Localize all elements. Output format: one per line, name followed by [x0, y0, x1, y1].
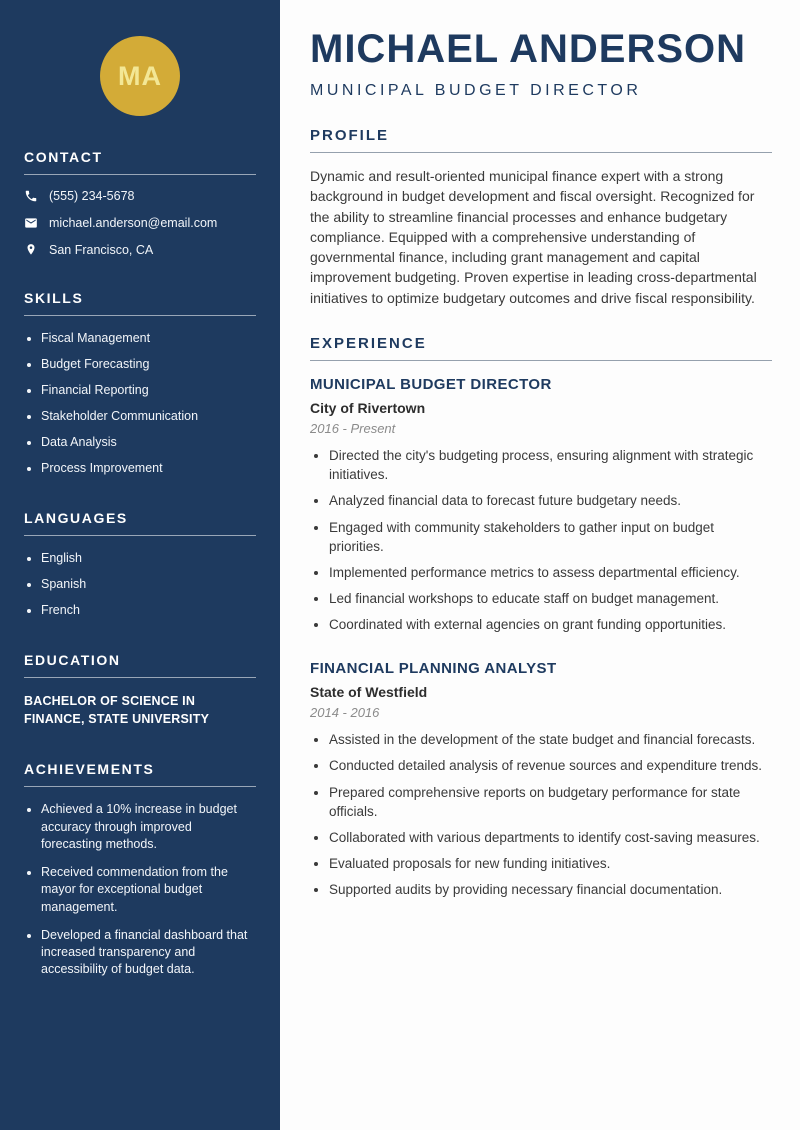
- profile-text: Dynamic and result-oriented municipal finance expert with a strong background in budget development and fiscal oversight. Recognized for the ability to streamline financial processes and enhance budgetary compliance. Equipped with a comprehensive understanding of governmental finance, including grant management and capital improvement budgeting. Proven expertise in leading cross-departmental initiatives to optimize budgetary outcomes and drive fiscal responsibility.: [310, 168, 757, 306]
- languages-section: [24, 510, 256, 619]
- job-bullet: • Engaged with community stakeholders to gather input on budget priorities.: [329, 518, 772, 556]
- email-icon: [24, 216, 38, 230]
- job-entry: [310, 660, 772, 899]
- job-bullet: • Coordinated with external agencies on grant funding opportunities.: [329, 615, 772, 634]
- achievements-list: [24, 801, 256, 978]
- languages-list: [24, 550, 256, 619]
- sidebar: [0, 0, 280, 1130]
- contact-heading: CONTACT: [24, 149, 256, 175]
- profile-section: [310, 127, 772, 308]
- job-bullet: • Conducted detailed analysis of revenue sources and expenditure trends.: [329, 756, 772, 775]
- job-bullets: [310, 446, 772, 634]
- person-name: MICHAEL ANDERSON: [310, 27, 747, 71]
- skills-list: [24, 330, 256, 477]
- job-bullet: • Implemented performance metrics to assess departmental efficiency.: [329, 563, 772, 582]
- education-heading: EDUCATION: [24, 652, 256, 678]
- job-entry: [310, 376, 772, 634]
- main-content: [280, 0, 800, 1130]
- contact-section: [24, 149, 256, 257]
- job-dates: 2016 - Present: [310, 421, 396, 437]
- location-icon: [24, 243, 38, 257]
- job-company: State of Westfield: [310, 684, 428, 701]
- avatar-initials: MA: [118, 60, 162, 91]
- contact-item-email: [24, 216, 256, 230]
- achievement-item: • Developed a financial dashboard that increased transparency and accessibility of budget data.: [41, 927, 256, 979]
- job-bullet: • Assisted in the development of the state budget and financial forecasts.: [329, 730, 772, 749]
- job-title: MUNICIPAL BUDGET DIRECTOR: [310, 376, 552, 394]
- phone-icon: [24, 189, 38, 203]
- job-bullet: • Supported audits by providing necessary financial documentation.: [329, 880, 772, 899]
- job-company: City of Rivertown: [310, 400, 426, 417]
- email-value: michael.anderson@email.com: [49, 216, 218, 230]
- experience-section: [310, 335, 772, 899]
- job-bullet: • Led financial workshops to educate staff on budget management.: [329, 589, 772, 608]
- location-value: San Francisco, CA: [49, 243, 154, 257]
- languages-heading: LANGUAGES: [24, 510, 256, 536]
- job-bullets: [310, 730, 772, 899]
- achievements-heading: ACHIEVEMENTS: [24, 761, 256, 787]
- experience-jobs: [310, 376, 772, 899]
- phone-value: (555) 234-5678: [49, 189, 135, 203]
- experience-heading-rule: [310, 335, 772, 361]
- contact-item-phone: [24, 189, 256, 203]
- experience-heading: EXPERIENCE: [310, 335, 427, 353]
- skill-item: • Process Improvement: [41, 460, 256, 477]
- job-bullet: • Analyzed financial data to forecast future budgetary needs.: [329, 491, 772, 510]
- job-bullet: • Directed the city's budgeting process, ensuring alignment with strategic initiatives.: [329, 446, 772, 484]
- achievements-section: [24, 761, 256, 978]
- achievement-item: • Achieved a 10% increase in budget accuracy through improved forecasting methods.: [41, 801, 256, 853]
- skills-heading: SKILLS: [24, 290, 256, 316]
- language-item: • Spanish: [41, 576, 256, 593]
- profile-heading: PROFILE: [310, 127, 390, 144]
- skill-item: • Financial Reporting: [41, 382, 256, 399]
- skill-item: • Budget Forecasting: [41, 356, 256, 373]
- job-bullet: • Evaluated proposals for new funding initiatives.: [329, 854, 772, 873]
- contact-item-location: [24, 243, 256, 257]
- language-item: • French: [41, 602, 256, 619]
- job-bullet: • Prepared comprehensive reports on budgetary performance for state officials.: [329, 783, 772, 821]
- skill-item: • Stakeholder Communication: [41, 408, 256, 425]
- skills-section: [24, 290, 256, 477]
- person-title: MUNICIPAL BUDGET DIRECTOR: [310, 82, 642, 99]
- language-item: • English: [41, 550, 256, 567]
- education-degree: BACHELOR OF SCIENCE IN FINANCE, STATE UNIVERSITY: [24, 694, 210, 727]
- skill-item: • Fiscal Management: [41, 330, 256, 347]
- skill-item: • Data Analysis: [41, 434, 256, 451]
- job-dates: 2014 - 2016: [310, 705, 380, 721]
- education-section: [24, 652, 256, 728]
- avatar: [100, 36, 180, 116]
- job-bullet: • Collaborated with various departments to identify cost-saving measures.: [329, 828, 772, 847]
- job-title: FINANCIAL PLANNING ANALYST: [310, 660, 557, 678]
- achievement-item: • Received commendation from the mayor for exceptional budget management.: [41, 864, 256, 916]
- profile-heading-rule: [310, 127, 772, 153]
